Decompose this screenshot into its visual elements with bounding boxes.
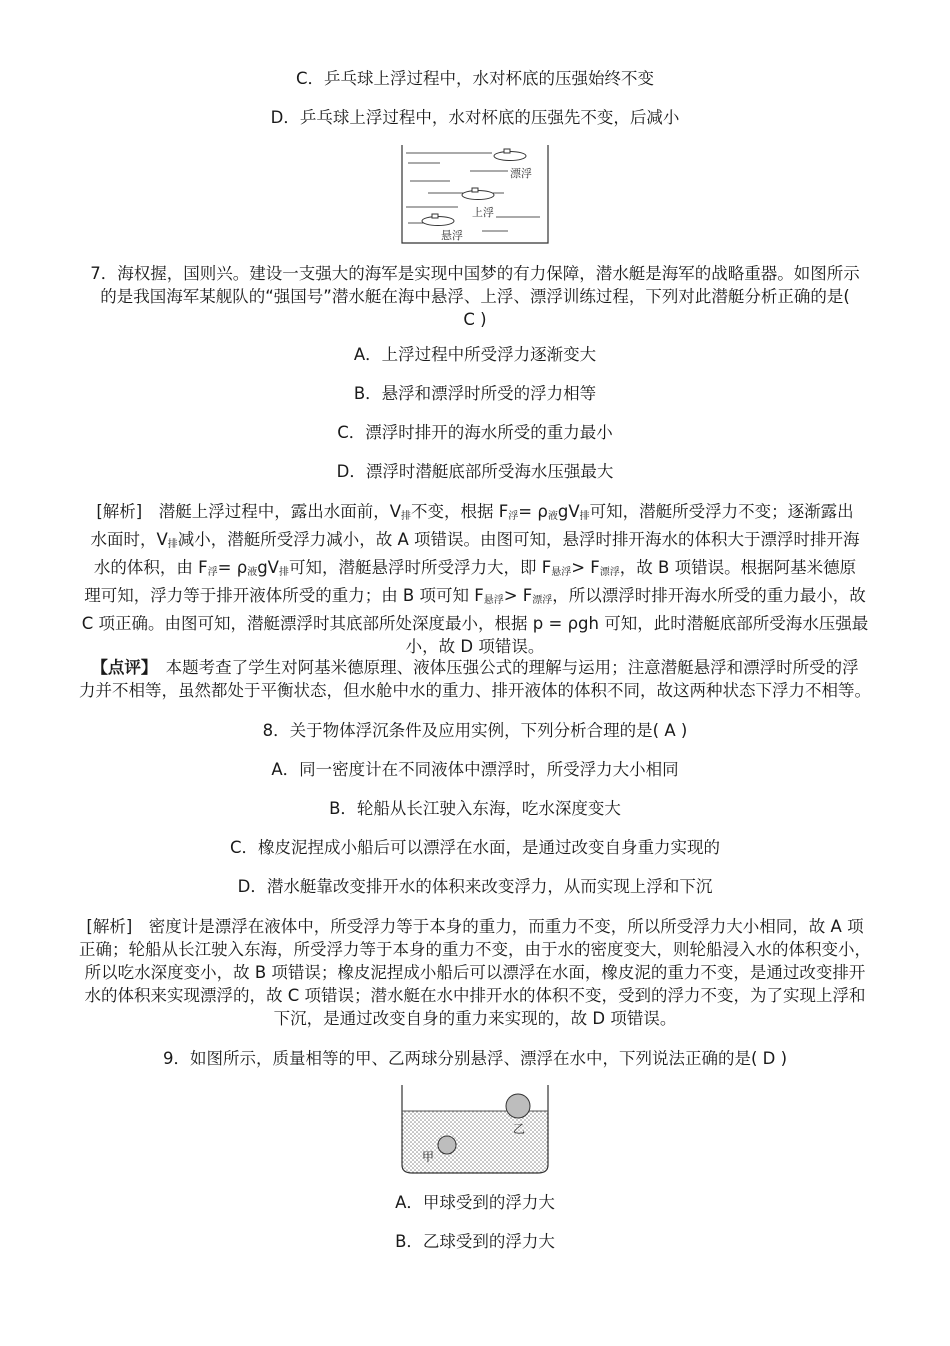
- q9-option-b: B．乙球受到的浮力大: [395, 1232, 555, 1251]
- submarine-suspended-icon: [422, 214, 454, 226]
- q7-option-a: A．上浮过程中所受浮力逐渐变大: [353, 345, 597, 364]
- q8-option-a: A．同一密度计在不同液体中漂浮时，所受浮力大小相同: [271, 760, 679, 779]
- q7-stem-line-1: 7．海权握，国则兴。建设一支强大的海军是实现中国梦的有力保障，潜水艇是海军的战略重器。如图所示: [90, 264, 860, 283]
- label-yi: 乙: [513, 1122, 526, 1136]
- q7-analysis-line-1: [解析] 潜艇上浮过程中，露出水面前，$V_排$不变，根据 $F_浮= \rho_液gV_排$可知，潜艇所受浮力不变；逐渐露出: [96, 502, 854, 522]
- submarine-rising-icon: [462, 188, 494, 200]
- q7-stem-line-3: C ): [463, 310, 487, 329]
- q7-analysis-line-6: 小，故 D 项错误。: [405, 637, 545, 656]
- q7-stem: [60, 262, 890, 331]
- q8-stem: 8．关于物体浮沉条件及应用实例，下列分析合理的是( A ): [262, 721, 688, 740]
- q8-option-b: B．轮船从长江驶入东海，吃水深度变大: [329, 799, 621, 818]
- q8-analysis-line-5: 下沉，是通过改变自身的重力来实现的，故 D 项错误。: [273, 1009, 677, 1028]
- q9-option-a: A．甲球受到的浮力大: [395, 1193, 555, 1212]
- q8-analysis: [60, 915, 890, 1030]
- label-rise: 上浮: [472, 206, 494, 219]
- q7-stem-line-2: 的是我国海军某舰队的“强国号”潜水艇在海中悬浮、上浮、漂浮训练过程，下列对此潜艇分析正确的是(: [100, 287, 850, 306]
- q7-option-d: D．漂浮时潜艇底部所受海水压强最大: [336, 462, 614, 481]
- label-jia: 甲: [422, 1150, 435, 1164]
- ball-jia-icon: [438, 1136, 456, 1154]
- ball-yi-icon: [506, 1094, 530, 1118]
- q7-comment-line-1: 【点评】 本题考查了学生对阿基米德原理、液体压强公式的理解与运用；注意潜艇悬浮和漂浮时所受的浮: [91, 658, 859, 677]
- submarine-floating-icon: [494, 149, 526, 161]
- label-float: 漂浮: [510, 167, 532, 180]
- q8-analysis-line-2: 正确；轮船从长江驶入东海，所受浮力等于本身的重力不变，由于水的密度变大，则轮船浸入水的体积变小，: [79, 940, 871, 959]
- q8-option-c: C．橡皮泥捏成小船后可以漂浮在水面，是通过改变自身重力实现的: [229, 838, 721, 857]
- q7-analysis-line-5: C 项正确。由图可知，潜艇漂浮时其底部所处深度最小，根据 p = ρgh 可知，此时潜艇底部所受海水压强最: [81, 614, 869, 633]
- q7-analysis-line-3: 水的体积，由 $F_浮= \rho_液gV_排$可知，潜艇悬浮时所受浮力大，即 $F_{悬浮}> F_{漂浮}$，故 B 项错误。根据阿基米德原: [93, 558, 857, 578]
- q7-option-c: C．漂浮时排开的海水所受的重力最小: [337, 423, 613, 442]
- q8-analysis-line-3: 所以吃水深度变小，故 B 项错误；橡皮泥捏成小船后可以漂浮在水面，橡皮泥的重力不变，是通过改变排开: [84, 963, 866, 982]
- comment-tag: 【点评】: [91, 658, 150, 677]
- q7-option-b: B．悬浮和漂浮时所受的浮力相等: [353, 384, 597, 403]
- q8-analysis-line-1: [解析] 密度计是漂浮在液体中，所受浮力等于本身的重力，而重力不变，所以所受浮力大小相同，故 A 项: [86, 917, 864, 936]
- q8-option-d: D．潜水艇靠改变排开水的体积来改变浮力，从而实现上浮和下沉: [237, 877, 713, 896]
- q6-option-c: C．乒乓球上浮过程中，水对杯底的压强始终不变: [295, 69, 655, 88]
- q7-analysis: [60, 500, 890, 658]
- q7-analysis-line-4: 理可知，浮力等于排开液体所受的重力；由 B 项可知 $F_{悬浮}> F_{漂浮}$，所以漂浮时排开海水所受的重力最小，故: [84, 586, 866, 606]
- q9-stem: 9．如图所示，质量相等的甲、乙两球分别悬浮、漂浮在水中，下列说法正确的是( D ): [162, 1049, 788, 1068]
- label-suspend: 悬浮: [441, 229, 463, 242]
- submarine-figure: [400, 145, 552, 246]
- q6-option-d: D．乒乓球上浮过程中，水对杯底的压强先不变，后减小: [270, 108, 680, 127]
- q7-analysis-line-2: 水面时，$V_排$减小，潜艇所受浮力减小，故 A 项错误。由图可知，悬浮时排开海水的体积大于漂浮时排开海: [90, 530, 860, 550]
- q7-comment: [60, 656, 890, 702]
- q7-comment-line-2: 力并不相等，虽然都处于平衡状态，但水舱中水的重力、排开液体的体积不同，故这两种状态下浮力不相等。: [79, 681, 871, 700]
- q8-analysis-line-4: 水的体积来实现漂浮的，故 C 项错误；潜水艇在水中排开水的体积不变，受到的浮力不变，为了实现上浮和: [84, 986, 866, 1005]
- balls-in-water-figure: [398, 1085, 552, 1177]
